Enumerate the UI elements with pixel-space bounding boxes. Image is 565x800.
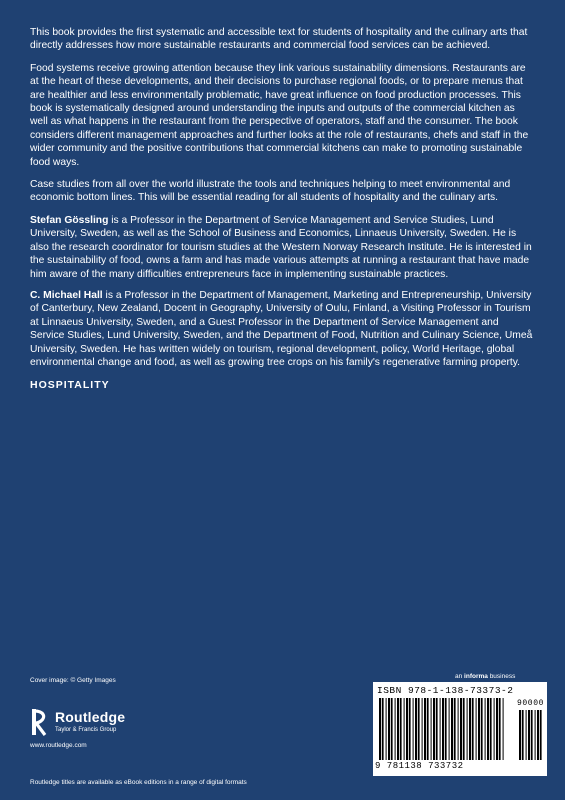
publisher-name: Routledge — [55, 709, 126, 725]
author-name: C. Michael Hall — [30, 289, 103, 301]
publisher-website: www.routledge.com — [30, 742, 87, 749]
isbn-number: ISBN 978-1-138-73373-2 — [377, 685, 514, 696]
author-bio-2 — [30, 289, 535, 369]
publisher-logo — [30, 705, 150, 745]
barcode-digits: 9 781138 733732 — [375, 761, 464, 771]
barcode-addon-icon — [519, 710, 543, 760]
publisher-group: Taylor & Francis Group — [55, 727, 117, 733]
isbn-barcode — [373, 682, 547, 776]
informa-prefix: an — [455, 673, 465, 680]
author-bio-text: is a Professor in the Department of Service Management and Service Studies, Lund University, Sweden, as well as the School of Business and Economics, Linnaeus University, Sweden. He is also the research coordinator for tourism studies at the Western Norway Research Institute. He is interested in the sustainability of food, owns a farm and has made various attempts at running a restaurant that have made him aware of the many difficulties entrepreneurs face in implementing sustainable practices. — [30, 214, 532, 280]
author-name: Stefan Gössling — [30, 214, 109, 226]
blurb-paragraph-2: Food systems receive growing attention because they link various sustainability dimensions. Restaurants are at the heart of these developments, and their decisions to purchase regional foods, or to prepare menus that are healthier and less environmentally problematic, have great influence on food production processes. This book is systematically designed around understanding the inputs and outputs of the commercial kitchen as well as what happens in the restaurant from the perspective of operators, staff and the consumer. The book considers different management approaches and further looks at the role of restaurants, chefs and staff in the wider community and the positive contributions that commercial kitchens can make to promoting sustainable food ways. — [30, 62, 529, 168]
ebook-note: Routledge titles are available as eBook editions in a range of digital formats — [30, 779, 247, 786]
barcode-bars-icon — [379, 698, 507, 760]
routledge-logo-icon — [30, 707, 50, 737]
subject-category: HOSPITALITY — [30, 379, 110, 392]
cover-image-credit: Cover image: © Getty Images — [30, 677, 116, 684]
blurb-paragraph-1: This book provides the first systematic and accessible text for students of hospitality and the culinary arts that directly addresses how more sustainable restaurants and commercial food services can be achieved. — [30, 27, 528, 52]
price-code: 90000 — [517, 699, 545, 708]
author-bio-1 — [30, 214, 535, 281]
author-bio-text: is a Professor in the Department of Management, Marketing and Entrepreneurship, University of Canterbury, New Zealand, Docent in Geography, University of Oulu, Finland, a Visiting Professor in Tourism at Linnaeus University, Sweden, and a Guest Professor in the Department of Service Management and Service Studies, Lund University, Sweden, and the Department of Food, Nutrition and Culinary Science, Umeå University, Sweden. He has written widely on tourism, regional development, policy, World Heritage, global environmental change and food, as well as growing tree crops on his family's regenerative farming property. — [30, 289, 533, 368]
informa-business-label — [455, 673, 515, 680]
cover-text — [30, 26, 535, 393]
informa-brand: informa — [464, 673, 488, 680]
informa-suffix: business — [487, 673, 516, 680]
blurb-paragraph-3: Case studies from all over the world illustrate the tools and techniques helping to meet environmental and economic bottom lines. This will be essential reading for all students of hospitality and the culinary arts. — [30, 179, 511, 204]
